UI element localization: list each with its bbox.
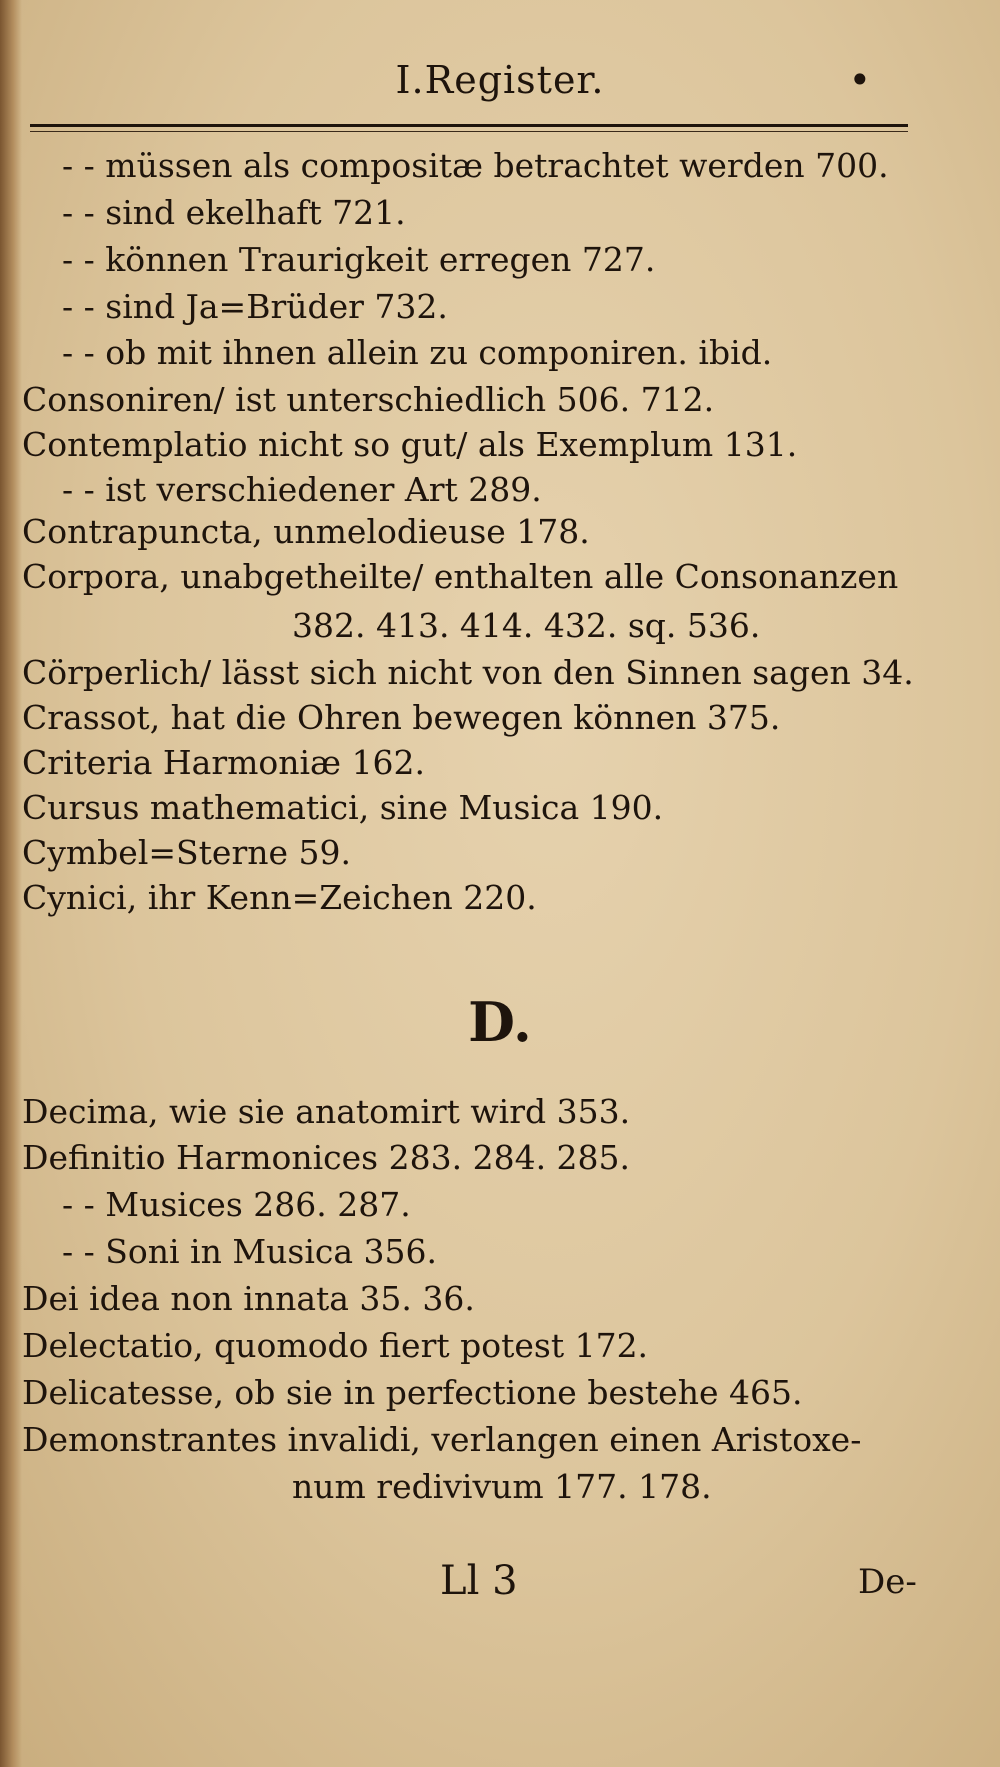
running-head-mark: • [848, 58, 872, 102]
section-letter: D. [468, 990, 532, 1054]
index-entry: - - sind ekelhaft 721. [62, 193, 406, 232]
index-entry: Demonstrantes invalidi, verlangen einen Aristoxe- [22, 1420, 862, 1459]
index-entry: - - müssen als compositæ betrachtet werden 700. [62, 146, 889, 185]
index-entry: - - können Traurigkeit erregen 727. [62, 240, 656, 279]
index-entry: - - Musices 286. 287. [62, 1185, 411, 1224]
index-entry: Dei idea non innata 35. 36. [22, 1279, 475, 1318]
head-rule-thin [30, 131, 908, 132]
index-entry: Cursus mathematici, sine Musica 190. [22, 788, 664, 827]
index-entry: Consoniren/ ist unterschiedlich 506. 712. [22, 380, 715, 419]
page-edge-shadow [0, 0, 22, 1767]
index-entry: Cörperlich/ lässt sich nicht von den Sinnen sagen 34. [22, 653, 914, 692]
index-entry: Criteria Harmoniæ 162. [22, 743, 426, 782]
index-entry-continuation: num redivivum 177. 178. [292, 1467, 712, 1506]
index-entry: Delicatesse, ob sie in perfectione bestehe 465. [22, 1373, 803, 1412]
index-entry: Contemplatio nicht so gut/ als Exemplum 131. [22, 425, 798, 464]
index-entry: Crassot, hat die Ohren bewegen können 375. [22, 698, 781, 737]
head-rule [30, 124, 908, 127]
index-entry: - - ob mit ihnen allein zu componiren. ibid. [62, 333, 773, 372]
catchword: De- [858, 1562, 917, 1602]
index-entry: Cymbel=Sterne 59. [22, 833, 351, 872]
index-entry: Contrapuncta, unmelodieuse 178. [22, 512, 590, 551]
index-entry: - - ist verschiedener Art 289. [62, 470, 542, 509]
running-head [0, 58, 1000, 102]
index-entry: Delectatio, quomodo fiert potest 172. [22, 1326, 649, 1365]
index-entry: Decima, wie sie anatomirt wird 353. [22, 1092, 631, 1131]
running-head-title: I.Register. [395, 58, 605, 102]
index-entry: - - Soni in Musica 356. [62, 1232, 438, 1271]
index-entry-continuation: 382. 413. 414. 432. sq. 536. [292, 606, 761, 645]
index-entry: Corpora, unabgetheilte/ enthalten alle Consonanzen [22, 557, 899, 596]
index-entry: Cynici, ihr Kenn=Zeichen 220. [22, 878, 537, 917]
index-entry: Definitio Harmonices 283. 284. 285. [22, 1138, 631, 1177]
signature-mark: Ll 3 [440, 1558, 518, 1604]
index-entry: - - sind Ja=Brüder 732. [62, 287, 448, 326]
